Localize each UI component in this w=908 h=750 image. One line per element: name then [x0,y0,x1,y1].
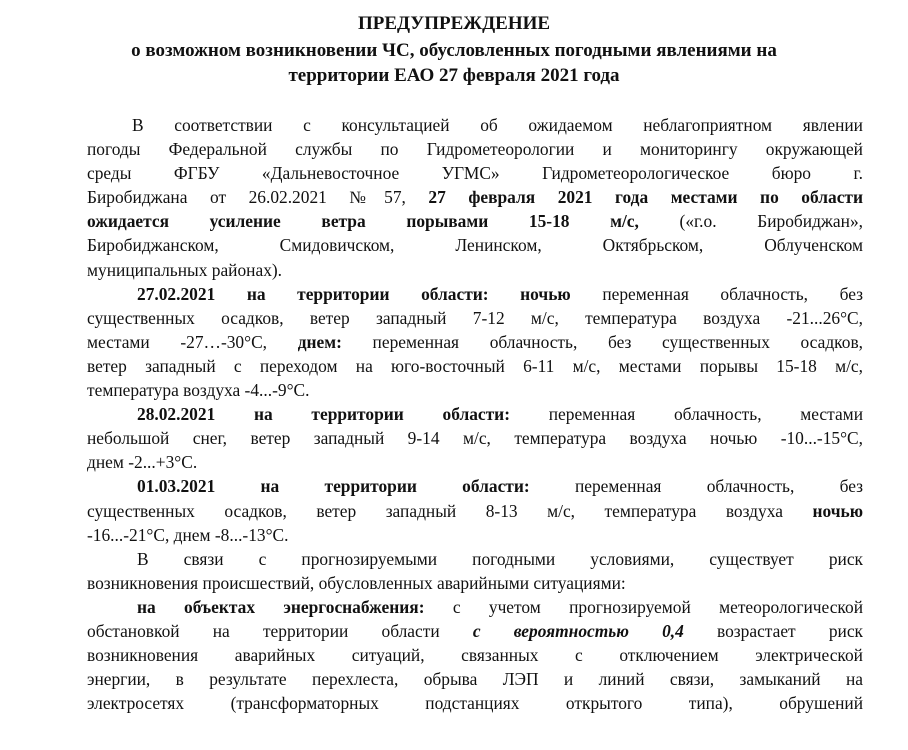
text-run: существенных осадков, ветер западный 8-13 м/с, температура воздуха [87,500,813,521]
text-line: Биробиджанском, Смидовичском, Ленинском, Октябрьском, Облученском [87,235,863,256]
highlight-text: ожидается усиление ветра порывами 15-18 м/с, [87,211,639,232]
text-line: возникновения происшествий, обусловленных аварийными ситуациями: [87,572,626,593]
text-line: В связи с прогнозируемыми погодными условиями, существует риск [137,548,863,569]
text-line: существенных осадков, ветер западный 7-12 м/с, температура воздуха -21...26°С, [87,307,863,328]
text-run: возрастает риск [683,620,863,641]
text-run: («г.о. Биробиджан», [638,211,864,232]
date-heading: 27.02.2021 на территории области: ночью [137,283,571,304]
probability-text: с вероятностью 0,4 [472,620,684,641]
highlight-text: 27 февраля 2021 года местами по области [428,187,863,208]
paragraph-forecast-27-02 [87,282,863,402]
text-line: температура воздуха -4...-9°С. [87,380,310,401]
text-line: муниципальных районах). [87,259,283,280]
text-line [87,595,863,619]
highlight-text: днем: [297,331,342,352]
paragraph-energy-risk [87,595,863,715]
text-line: энергии, в результате перехлеста, обрыва ЛЭП и линий связи, замыканий на [87,669,863,690]
text-run: переменная облачность, без [570,283,864,304]
paragraph-forecast-01-03 [87,474,863,546]
text-run: переменная облачность, без существенных осадков, [341,331,863,352]
text-run: переменная облачность, местами [510,404,863,425]
paragraph-consultation [87,113,863,282]
paragraph-risk-intro [87,547,863,595]
text-run: Биробиджана от 26.02.2021 №57, [87,187,429,208]
text-run: местами -27…-30°С, [87,331,298,352]
section-heading: на объектах энергоснабжения: [137,596,425,617]
text-line [87,330,863,354]
text-line [87,185,863,209]
doc-title: ПРЕДУПРЕЖДЕНИЕ [357,13,551,34]
text-line: В соответствии с консультацией об ожидаемом неблагоприятном явлении [132,115,863,135]
text-line: днем -2...+3°С. [87,452,198,473]
document-body [87,113,863,715]
text-line: среды ФГБУ «Дальневосточное УГМС» Гидрометеорологическое бюро г. [87,163,863,184]
text-run: переменная облачность, без [529,476,864,497]
text-line: ветер западный с переходом на юго-восточный 6-11 м/с, местами порывы 15-18 м/с, [87,355,863,376]
text-line [87,474,863,498]
text-line [87,499,863,523]
text-line: возникновения аварийных ситуаций, связанных с отключением электрической [87,645,863,666]
text-line: небольшой снег, ветер западный 9-14 м/с, температура воздуха ночью -10...-15°С, [87,428,863,449]
doc-subtitle-line2: территории ЕАО 27 февраля 2021 года [288,65,620,86]
highlight-text: ночью [812,500,863,521]
date-heading: 28.02.2021 на территории области: [137,404,510,425]
doc-subtitle-line1: о возможном возникновении ЧС, обусловленных погодными явлениями на [131,40,777,61]
text-run: обстановкой на территории области [87,620,473,641]
text-line: электросетях (трансформаторных подстанциях открытого типа), обрушений [87,693,863,714]
text-run: с учетом прогнозируемой метеорологической [424,596,863,617]
text-line: погоды Федеральной службы по Гидрометеорологии и мониторингу окружающей [87,139,863,160]
text-line [87,619,863,643]
text-line [87,402,863,426]
text-line: -16...-21°С, днем -8...-13°С. [87,524,289,545]
text-line [87,282,863,306]
text-line [87,209,863,233]
date-heading: 01.03.2021 на территории области: [137,476,530,497]
paragraph-forecast-28-02 [87,402,863,474]
